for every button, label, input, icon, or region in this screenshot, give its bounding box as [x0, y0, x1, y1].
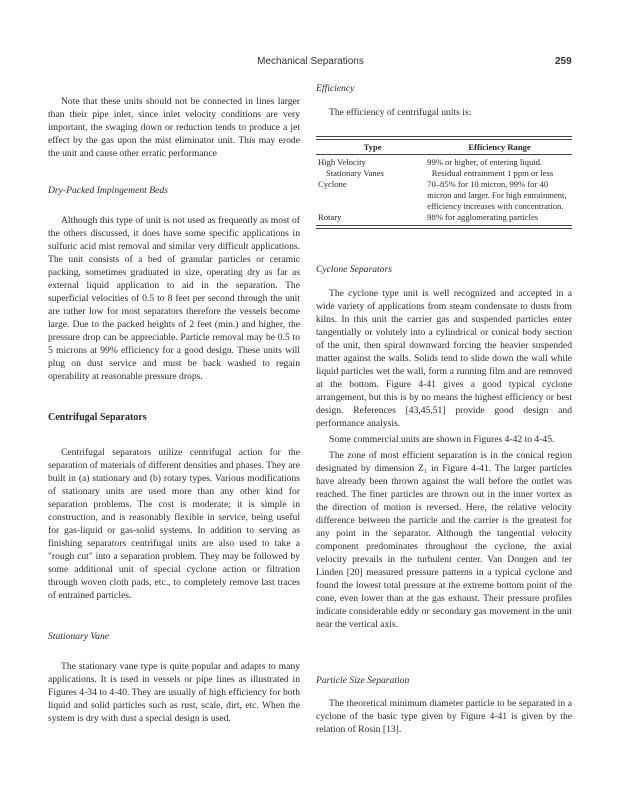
table-bottom-rule: [316, 225, 572, 229]
table-row: High Velocity 99% or higher, of entering liquid.: [318, 157, 543, 167]
table-header-rule: [316, 154, 572, 155]
paragraph-inlet-velocity: Note that these units should not be connected in lines larger than their pipe inlet, since inlet velocity conditions are very important, the swaging down or reduction tends to produce a jet effect by the gas upon the mist eliminator unit. This may erode the unit and cause other erratic performance: [48, 96, 300, 159]
paragraph-commercial-units: Some commercial units are shown in Figures 4-42 to 4-45.: [329, 434, 555, 445]
heading-centrifugal-separators: Centrifugal Separators: [48, 412, 147, 423]
page-number: 259: [555, 56, 572, 67]
paragraph-cyclone-separators: The cyclone type unit is well recognized and accepted in a wide variety of applications from steam condensate to dusts from kilns. In this unit the carrier gas and suspended particles enter tangentially or volutely into a cylindrical or conical body section of the unit, then spiral downward forcing the heavier suspended matter against the walls. Solids tend to slide down the wall while liquid particles wet the wall, form a running film and are removed at the bottom. Figure 4-41 gives a good typical cyclone arrangement, but this is by no means the highest efficiency or best design. References [43,45,51] provide good design and performance analysis. Some commercial units are shown in Figures 4-42 to 4-45. The zone of most efficient separation is in the conical region designated by dimension Z₁ in Figure 4-41. The larger particles have already been thrown against the wall before the outlet was reached. The finer particles are thrown out in the inner vortex as the direction of motion is reversed. Here, the relative velocity difference between the particle and the carrier is the greatest for any point in the separator. Although the tangential velocity component predominates throughout the cyclone, the axial velocity prevails in the turbulent center. Van Dongen and ter Linden [20] measured pressure patterns in a typical cyclone and found the lowest total pressure at the extreme bottom point of the cone, even lower than at the gas exhaust. Their pressure profiles indicate considerable eddy or secondary gas movement in the unit near the vertical axis.: [316, 288, 572, 630]
table-row: Cyclone 70–85% for 10 micron, 99% for 40 micron and larger. For high entrainment, efficiency increases with concentration.: [318, 179, 567, 211]
table-row: Rotary 98% for agglomerating particles: [318, 212, 539, 222]
paragraph-efficiency-intro: The efficiency of centrifugal units is:: [329, 107, 472, 118]
table-header-row: [316, 140, 572, 154]
heading-particle-size-separation: Particle Size Separation: [316, 675, 410, 686]
paragraph-particle-size: The theoretical minimum diameter particle to be separated in a cyclone of the basic type given by Figure 4-41 is given by the relation of Rosin [13].: [316, 698, 572, 735]
heading-efficiency: Efficiency: [316, 83, 355, 94]
heading-stationary-vane: Stationary Vane: [48, 631, 110, 642]
running-header-title: Mechanical Separations: [257, 56, 364, 67]
paragraph-stationary-vane: The stationary vane type is quite popular and adapts to many applications. It is used in vessels or pipe lines as illustrated in Figures 4-34 to 4-40. They are usually of high efficiency for both liquid and solid particles such as rust, scale, dirt, etc. When the system is dry with dust a special design is used.: [48, 661, 300, 724]
table-header-type: Type: [363, 142, 382, 152]
heading-cyclone-separators: Cyclone Separators: [316, 264, 392, 275]
table-header-efficiency: Efficiency Range: [468, 142, 531, 152]
paragraph-dry-packed-beds: Although this type of unit is not used as frequently as most of the others discussed, it does have some specific applications in sulfuric acid mist removal and similar very difficult applications. The unit consists of a bed of granular particles or ceramic packing, sometimes graduated in size, operating dry as far as external liquid application to aid in the separation. The superficial velocities of 0.5 to 8 feet per second through the unit are rather low for most separators therefore the vessels become large. Due to the packed heights of 2 feet (min.) and higher, the pressure drop can be appreciable. Particle removal may be 0.5 to 5 microns at 99% efficiency for a good design. These units will plug on dust service and must be back washed to regain operability at reasonable pressure drops.: [48, 215, 300, 382]
efficiency-table: [316, 136, 572, 229]
paragraph-centrifugal-separators: Centrifugal separators utilize centrifugal action for the separation of materials of different densities and phases. They are built in (a) stationary and (b) rotary types. Various modifications of stationary units are used more than any other kind for separation problems. The cost is moderate; it is simple in construction, and is reasonably flexible in service, being useful for gas-liquid or gas-solid systems. In addition to serving as finishing separators centrifugal units are also used to take a "rough cut" into a separation problem. They may be followed by some additional unit of special cyclone action or filtration through woven cloth pads, etc., to completely remove last traces of entrained particles.: [48, 447, 300, 601]
heading-dry-packed-beds: Dry-Packed Impingement Beds: [48, 185, 168, 196]
paragraph-efficient-zone: The zone of most efficient separation is in the conical region designated by dimension Z₁ in Figure 4-41. The larger particles have already been thrown against the wall before the outlet was reached. The finer particles are thrown out in the inner vortex as the direction of motion is reversed. Here, the relative velocity difference between the particle and the carrier is the greatest for any point in the separator. Although the tangential velocity component predominates throughout the cyclone, the axial velocity prevails in the turbulent center. Van Dongen and ter Linden [20] measured pressure patterns in a typical cyclone and found the lowest total pressure at the extreme bottom point of the cone, even lower than at the gas exhaust. Their pressure profiles indicate considerable eddy or secondary gas movement in the unit near the vertical axis.: [316, 450, 572, 630]
table-row: Stationary Vanes Residual entrainment 1 ppm or less: [326, 168, 554, 178]
